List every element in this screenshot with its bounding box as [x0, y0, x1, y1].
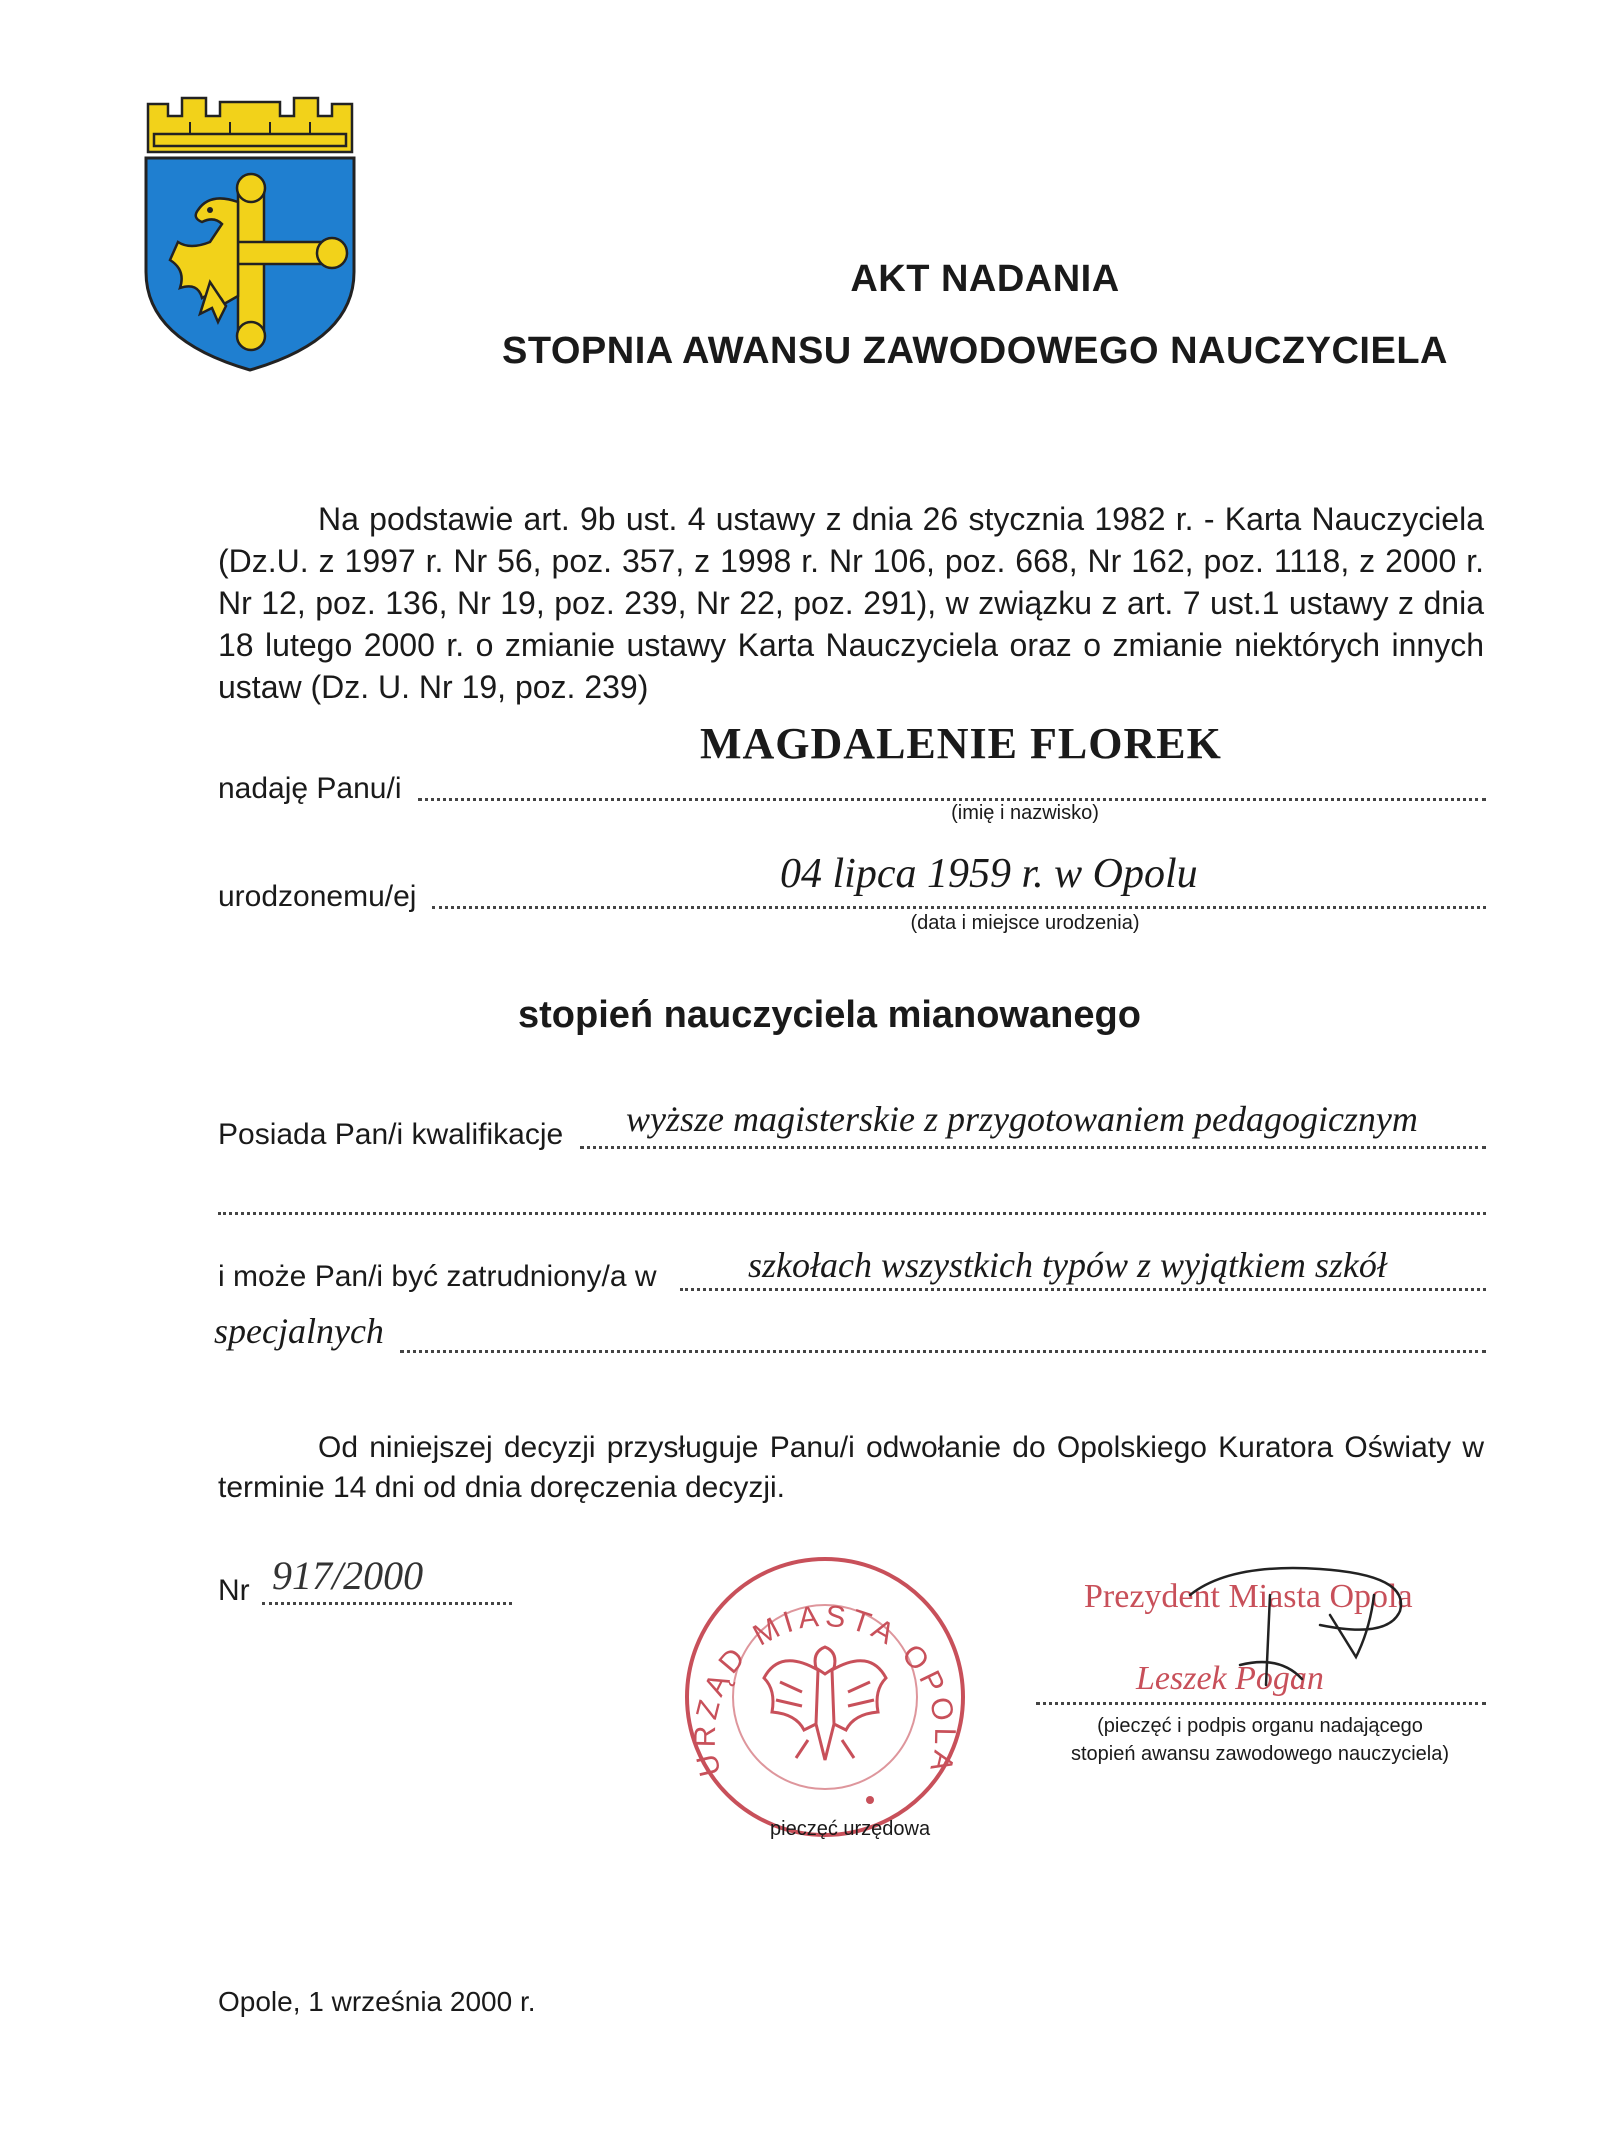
birth-caption: (data i miejsce urodzenia) — [910, 912, 1140, 934]
stamp-text: URZĄD MIASTA OPOLA — [688, 1599, 962, 1780]
qualifications-value: wyższe magisterskie z przygotowaniem pedagogicznym — [626, 1099, 1418, 1139]
signature-caption-line1: (pieczęć i podpis organu nadającego — [1097, 1715, 1423, 1737]
signature-caption-line2: stopień awansu zawodowego nauczyciela) — [1070, 1743, 1449, 1765]
employment-value-line1: szkołach wszystkich typów z wyjątkiem szkół — [748, 1245, 1387, 1285]
degree-title: stopień nauczyciela mianowanego — [518, 994, 1141, 1036]
qualifications-dotted-line — [580, 1146, 1486, 1149]
stamp-caption: pieczęć urzędowa — [770, 1818, 931, 1840]
place-and-date: Opole, 1 września 2000 r. — [218, 1986, 536, 2017]
handwritten-signature — [1070, 1555, 1430, 1735]
appeal-text: Od niniejszej decyzji przysługuje Panu/i odwołanie do Opolskiego Kuratora Oświaty w terminie 14 dni od dnia doręczenia decyzji. — [218, 1431, 1484, 1504]
recipient-name: MAGDALENIE FLOREK — [700, 719, 1222, 768]
qualifications-label: Posiada Pan/i kwalifikacje — [218, 1118, 564, 1151]
opole-coat-of-arms-icon — [140, 92, 360, 374]
legal-basis-paragraph — [218, 498, 1484, 708]
signatory-title: Prezydent Miasta Opola — [1084, 1578, 1413, 1615]
employment-label: i może Pan/i być zatrudniony/a w — [218, 1260, 657, 1293]
number-dotted-line — [262, 1602, 512, 1605]
employment-dotted-line — [680, 1288, 1486, 1291]
signature-dotted-line — [1036, 1702, 1486, 1705]
appeal-paragraph — [218, 1428, 1484, 1508]
employment-value-line2: specjalnych — [214, 1311, 384, 1351]
signatory-name: Leszek Pogan — [1136, 1660, 1324, 1697]
birth-label: urodzonemu/ej — [218, 880, 417, 913]
recipient-label: nadaję Panu/i — [218, 772, 402, 805]
qualifications-dotted-line-2 — [218, 1212, 1486, 1215]
number-value: 917/2000 — [272, 1553, 424, 1598]
number-label: Nr — [218, 1574, 250, 1607]
employment-dotted-line-2 — [400, 1350, 1486, 1353]
birth-value: 04 lipca 1959 r. w Opolu — [780, 851, 1198, 897]
birth-dotted-line — [432, 906, 1486, 909]
document-title-line2: STOPNIA AWANSU ZAWODOWEGO NAUCZYCIELA — [502, 330, 1448, 372]
legal-basis-text: Na podstawie art. 9b ust. 4 ustawy z dnia 26 stycznia 1982 r. - Karta Nauczyciela (Dz.U. z 1997 r. Nr 56, poz. 357, z 1998 r. Nr 106, poz. 668, Nr 162, poz. 1118, z 2000 r. Nr 12, poz. 136, Nr 19, poz. 239, Nr 22, poz. 291), w związku z art. 7 ust.1 ustawy z dnia 18 lutego 2000 r. o zmianie ustawy Karta Nauczyciela oraz o zmianie niektórych innych ustaw (Dz. U. Nr 19, poz. 239) — [218, 501, 1484, 705]
recipient-dotted-line — [418, 798, 1486, 801]
official-stamp-icon — [680, 1552, 970, 1842]
recipient-caption: (imię i nazwisko) — [951, 802, 1099, 824]
document-title-line1: AKT NADANIA — [850, 258, 1120, 300]
signature-caption — [1030, 1712, 1490, 1768]
